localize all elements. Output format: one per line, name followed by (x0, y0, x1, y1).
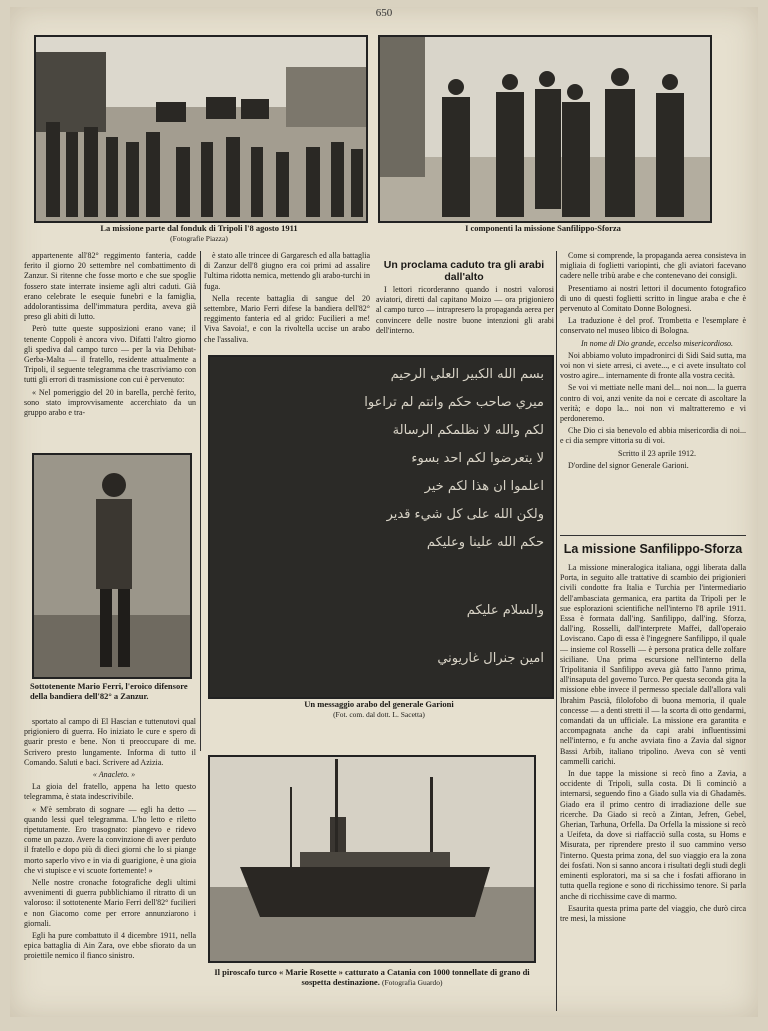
col1-bottom-para-3: La gioia del fratello, appena ha letto questo telegramma, è stata indescrivibile. (24, 782, 196, 802)
page-number: 650 (375, 7, 393, 19)
headline-proclama: Un proclama caduto tra gli arabi dall'alto (383, 259, 545, 283)
caption-arabic-message-text: Un messaggio arabo del generale Garioni (304, 699, 454, 709)
col4-top-para-2: Presentiamo ai nostri lettori il documento fotografico di uno di questi foglietti scritto in lingue araba e che è pervenuto al Comitato Donne Bolognesi. (560, 283, 746, 314)
caption-mission-departure-text: La missione parte dal fonduk di Tripoli l'8 agosto 1911 (100, 223, 298, 233)
credit-guardo: (Fotografia Guardo) (381, 978, 443, 987)
newspaper-page (10, 7, 758, 1017)
column-rule-right (556, 251, 557, 1011)
col1-bottom-signature: « Anacleto. » (92, 770, 136, 780)
col4-top-para-3: La traduzione è del prof. Trombetta e l'esemplare è conservato nel museo libico di Bologna. (560, 316, 746, 336)
photo-mario-ferri-image (34, 455, 190, 677)
col1-bottom-para-6: Egli ha pure combattuto il 4 dicembre 1911, nella epica battaglia di Ain Zara, ove ebbe sfiorato da un proiettile nemico il fianco sinistro. (24, 931, 196, 961)
caption-mission-members: I componenti la missione Sanfilippo-Sforza (465, 223, 621, 233)
caption-ship (202, 967, 542, 988)
col4-top-para-1: Come si comprende, la propaganda aerea consisteva in migliaia di foglietti variopinti, che gli aviatori facevano cadere nelle tribù arabe e che contenevano dei consigli. (560, 251, 746, 281)
arabic-line-4: لا يتعرضوا لكم احد بسوء (411, 451, 544, 466)
arabic-line-1: بسم الله الكبير العلي الرحيم (390, 367, 544, 382)
headline-missione-sanfilippo: La missione Sanfilippo-Sforza (560, 535, 746, 556)
column-4-top (560, 251, 746, 521)
col4-bottom-para-1: La missione mineralogica italiana, oggi liberata dalla Porta, in seguito alle trattative di scambio dei prigionieri civili condotte fra Italia e Turchia per l'intermediario dell'ambasciata germanica, era partita da Tripoli per le sue esplorazioni scientifiche nell'interno l'8 aprile 1911. Essa è formata dall'ing. Sanfilippo, dall'ing. Sforza, dall'ing. Rosselli, dall'interprete Maffei, dall'operaio Loviscano. Capo di essa è l'ingegnere Sanfilippo, il quale — insieme col Rosselli — è persona pratica delle zolfare siciliane. Una prima escursione nell'interno della Tripolitania il Sanfilippo aveva già fatto l'anno prima, all'insaputa del governo Turco. Per questa seconda gita la missione ebbe invece il permesso speciale dall'allora vali Ibrahim Pascià, filolofobo di buona memoria, il quale concesse — a denti stretti il — la scorta di otto gendarmi, comandati da un ufficiale. La missione era garantita e accompagnata anche da capi arabi influentissimi nell'interno, e fu anche avviata fino a Zavia dal signor Bassi Arbib, italiano tripolino. Aveva con sè venti cammelli carichi. (560, 563, 746, 766)
col4-bottom-para-2: In due tappe la missione si recò fino a Zavia, a occidente di Tripoli, sulla costa. Di lì cominciò a internarsi, seguendo fino a Giado sulla via di Ghadamès. Giado era il primo centro di irradiazione delle sue ricerche. Da Giado si recò a Zintan, Jefren, Gebel, Gherian, Tarhuna, Orfella. Da Orfella la missione si recò a Ueifeta, da dove si riaffacciò sulla costa, su Homs e Misurata, per riprendere presto il suo cammino verso l'interno. Questa prima zona, del suo viaggio era la zona dei fosfati. Non si sanno ancora i risultati degli studi degli eminenti esploratori, ma si sa che i fosfati affiorano in tutta quella regione e sono di ricchissimo tenore. Si parla anche di ricchissime cave di marmo. (560, 769, 746, 901)
caption-ship-text: Il piroscafo turco « Marie Rosette » catturato a Catania con 1000 tonnellate di grano di sospetta destinazione. (214, 967, 530, 987)
photo-arabic-message (208, 355, 554, 699)
column-1-top (24, 251, 196, 449)
credit-piazza: (Fotografie Piazza) (170, 234, 228, 243)
photo-mission-members-image (380, 37, 710, 221)
col1-bottom-para-1: sportato al campo di El Hascian e tuttenutovi qual prigioniero di guerra. Ho iniziato le cure e spero di guarir presto e bene. Non ti preoccupare di me. Scrivero presto lungamente. Informa di tutto il Comando. Saluti e baci. Scrivere ad Azizia. (24, 717, 196, 767)
caption-mission-departure (34, 223, 364, 244)
proclamation-para-1: Noi abbiamo voluto impadronirci di Sidi Said sutta, ma voi non vi siete arresi, ci avete..., e ci avete insultato col vostro agire... internamente di fronte alla vostra cecità. (560, 350, 746, 381)
column-1-bottom (24, 717, 196, 1013)
photo-ship-image (210, 757, 534, 961)
proclamation-invocation: In nome di Dio grande, eccelso misericordioso. (580, 338, 734, 348)
photo-mission-departure (34, 35, 368, 223)
col1-top-para-2: Però tutte queste supposizioni erano vane; il tenente Coppoli è ancora vivo. Difatti l'altro giorno gli spediva dal campo turco — per la via Dehibat-Gerba-Malta — il fratello, residente attualmente a Tripoli, il seguente telegramma che trascriviamo con tutti gli errori di trasmissione con cui è pervenuto: (24, 324, 196, 385)
photo-marie-rosette-ship (208, 755, 536, 963)
col4-bottom-para-3: Esaurita questa prima parte del viaggio, che durò circa tre mesi, la missione (560, 903, 746, 923)
proclamation-date: Scritto il 23 aprile 1912. (618, 448, 696, 458)
col2-para-1: è stato alle trincee di Gargaresch ed alla battaglia di Zanzur dell'8 giugno era coi primi ad assalire l'ultima ridotta nemica, mettendo gli arabo-turchi in fuga. (204, 251, 370, 291)
arabic-line-6: ولكن الله على كل شيء قدير (386, 507, 544, 522)
arabic-line-8: والسلام عليكم (466, 603, 544, 618)
proclamation-para-2: Se voi vi mettiate nelle mani del... noi non.... la guerra contro di voi, anzi venite da noi e cercate di ascoltare la verità; e dopo la... noi non vi maltratteremo e vi perdoneremo. (560, 383, 746, 424)
column-rule-1 (200, 251, 201, 751)
proclamation-para-3: Che Dio ci sia benevolo ed abbia misericordia di noi... e ci dia sempre vittoria su di voi. (560, 426, 746, 446)
col1-top-para-1: appartenente all'82° reggimento fanteria, cadde ferito il giorno 20 settembre nel combattimento di Zanzur. Si ritenne che fosse morto e che sue spoglie fossero state interrate insieme agli altri caduti. Già erano celebrate le esequie funebri e la famiglia, addolorantissima dell'immatura perdita, aveva già preso gli abiti di lutto. (24, 251, 196, 322)
caption-mario-ferri: Sottotenente Mario Ferri, l'eroico difensore della bandiera dell'82° a Zanzur. (30, 681, 188, 701)
arabic-line-5: اعلموا ان هذا لكم خير (424, 479, 544, 494)
arabic-line-3: لكم والله لا نظلمكم الرسالة (392, 423, 544, 438)
photo-mario-ferri (32, 453, 192, 679)
credit-sacetta: (Fot. com. dal dott. L. Sacetta) (333, 710, 425, 719)
arabic-line-9: امين جنرال غاريوني (437, 651, 544, 666)
column-2 (204, 251, 370, 351)
col1-bottom-para-5: Nelle nostre cronache fotografiche degli ultimi avvenimenti di guerra pubblichiamo il ritratto di un valoroso: il sottotenente Mario Ferri dell'82° fucilieri e non Giacomo come per errore annunziarono i giornali. (24, 878, 196, 928)
col1-bottom-para-4: « M'è sembrato di sognare — egli ha detto — quando lessi quel telegramma. L'ho letto e riletto ripetutamente. Ero trasognato: piangevo e ridevo come un pazzo. Avere la convinzione di aver perduto il fratello e dopo più di dieci giorni che lo si piange morto saperlo vivo e in via di guarigione, è una gioia che vi stupisce e vi scuote fortemente! » (24, 804, 196, 875)
column-4-bottom (560, 563, 746, 1013)
proclamation-order: D'ordine del signor Generale Garioni. (568, 460, 689, 470)
photo-mission-members (378, 35, 712, 223)
arabic-line-2: ميري صاحب حكم وانتم لم تراعوا (364, 395, 544, 410)
col1-top-para-3: « Nel pomeriggio del 20 in barella, perchè ferito, sono stato improvvisamente accerchiato da un gruppo arabo e tra- (24, 387, 196, 418)
column-3 (376, 285, 554, 351)
arabic-line-7: حكم الله علينا وعليكم (426, 535, 544, 550)
caption-arabic-message (208, 699, 550, 720)
photo-mission-departure-image (36, 37, 366, 221)
col2-para-2: Nella recente battaglia di sangue del 20 settembre, Mario Ferri difese la bandiera dell'82° reggimento fanteria ed al grido: Fucilieri a me! Viva Savoia!, e con la rivoltella uccise un arabo che l'assaliva. (204, 293, 370, 344)
col3-para-1: I lettori ricorderanno quando i nostri valorosi aviatori, diretti dal capitano Moizo — ora prigioniero al campo turco — intrapresero la propaganda aerea per convincere delle nostre buone intenzioni gli arabi dell'interno. (376, 285, 554, 335)
